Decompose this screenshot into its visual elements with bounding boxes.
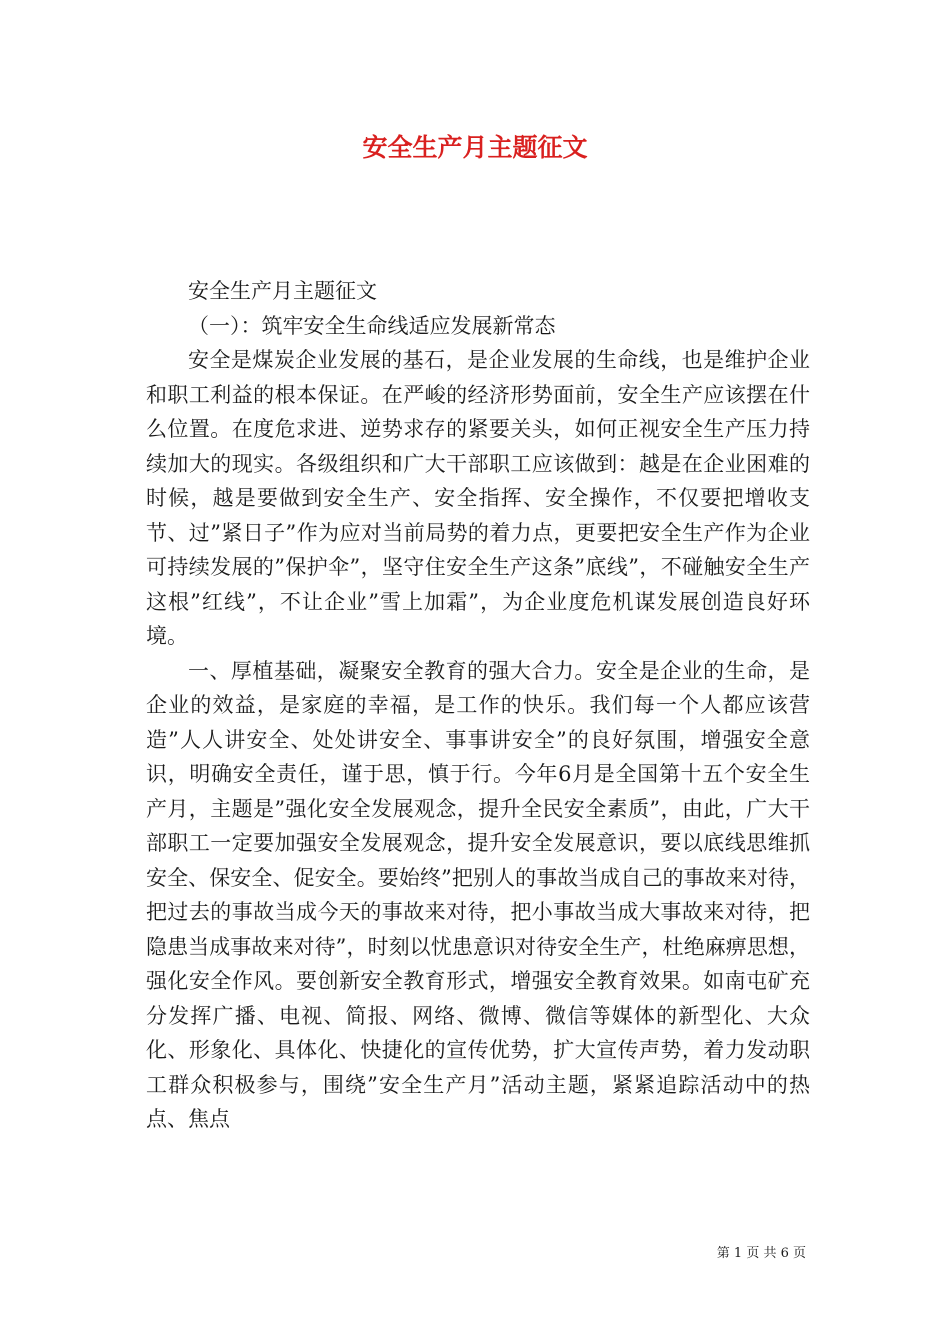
document-body xyxy=(146,274,810,1137)
paragraph-heading: 安全生产月主题征文 xyxy=(188,279,377,303)
paragraph-intro: 安全是煤炭企业发展的基石，是企业发展的生命线，也是维护企业和职工利益的根本保证。在严峻的经济形势面前，安全生产应该摆在什么位置。在度危求进、逆势求存的紧要关头，如何正视安全生产压力持续加大的现实。各级组织和广大干部职工应该做到：越是在企业困难的时候，越是要做到安全生产、安全指挥、安全操作，不仅要把增收支节、过”紧日子”作为应对当前局势的着力点，更要把安全生产作为企业可持续发展的”保护伞”，坚守住安全生产这条”底线”，不碰触安全生产这根”红线”，不让企业”雪上加霜”，为企业度危机谋发展创造良好环境。 xyxy=(146,348,810,648)
paragraph-subheading: （一）：筑牢安全生命线适应发展新常态 xyxy=(188,313,556,338)
document-title: 安全生产月主题征文 xyxy=(362,133,588,162)
page-number: 第 1 页 共 6 页 xyxy=(716,1246,806,1261)
paragraph-section-one: 一、厚植基础，凝聚安全教育的强大合力。安全是企业的生命，是企业的效益，是家庭的幸福，是工作的快乐。我们每一个人都应该营造”人人讲安全、处处讲安全、事事讲安全”的良好氛围，增强安全意识，明确安全责任，谨于思，慎于行。今年6月是全国第十五个安全生产月，主题是”强化安全发展观念，提升全民安全素质”，由此，广大干部职工一定要加强安全发展观念，提升安全发展意识，要以底线思维抓安全、保安全、促安全。要始终”把别人的事故当成自己的事故来对待，把过去的事故当成今天的事故来对待，把小事故当成大事故来对待，把隐患当成事故来对待”，时刻以忧患意识对待安全生产，杜绝麻痹思想，强化安全作风。要创新安全教育形式，增强安全教育效果。如南屯矿充分发挥广播、电视、简报、网络、微博、微信等媒体的新型化、大众化、形象化、具体化、快捷化的宣传优势，扩大宣传声势，着力发动职工群众积极参与，围绕”安全生产月”活动主题，紧紧追踪活动中的热点、焦点 xyxy=(146,658,810,1131)
